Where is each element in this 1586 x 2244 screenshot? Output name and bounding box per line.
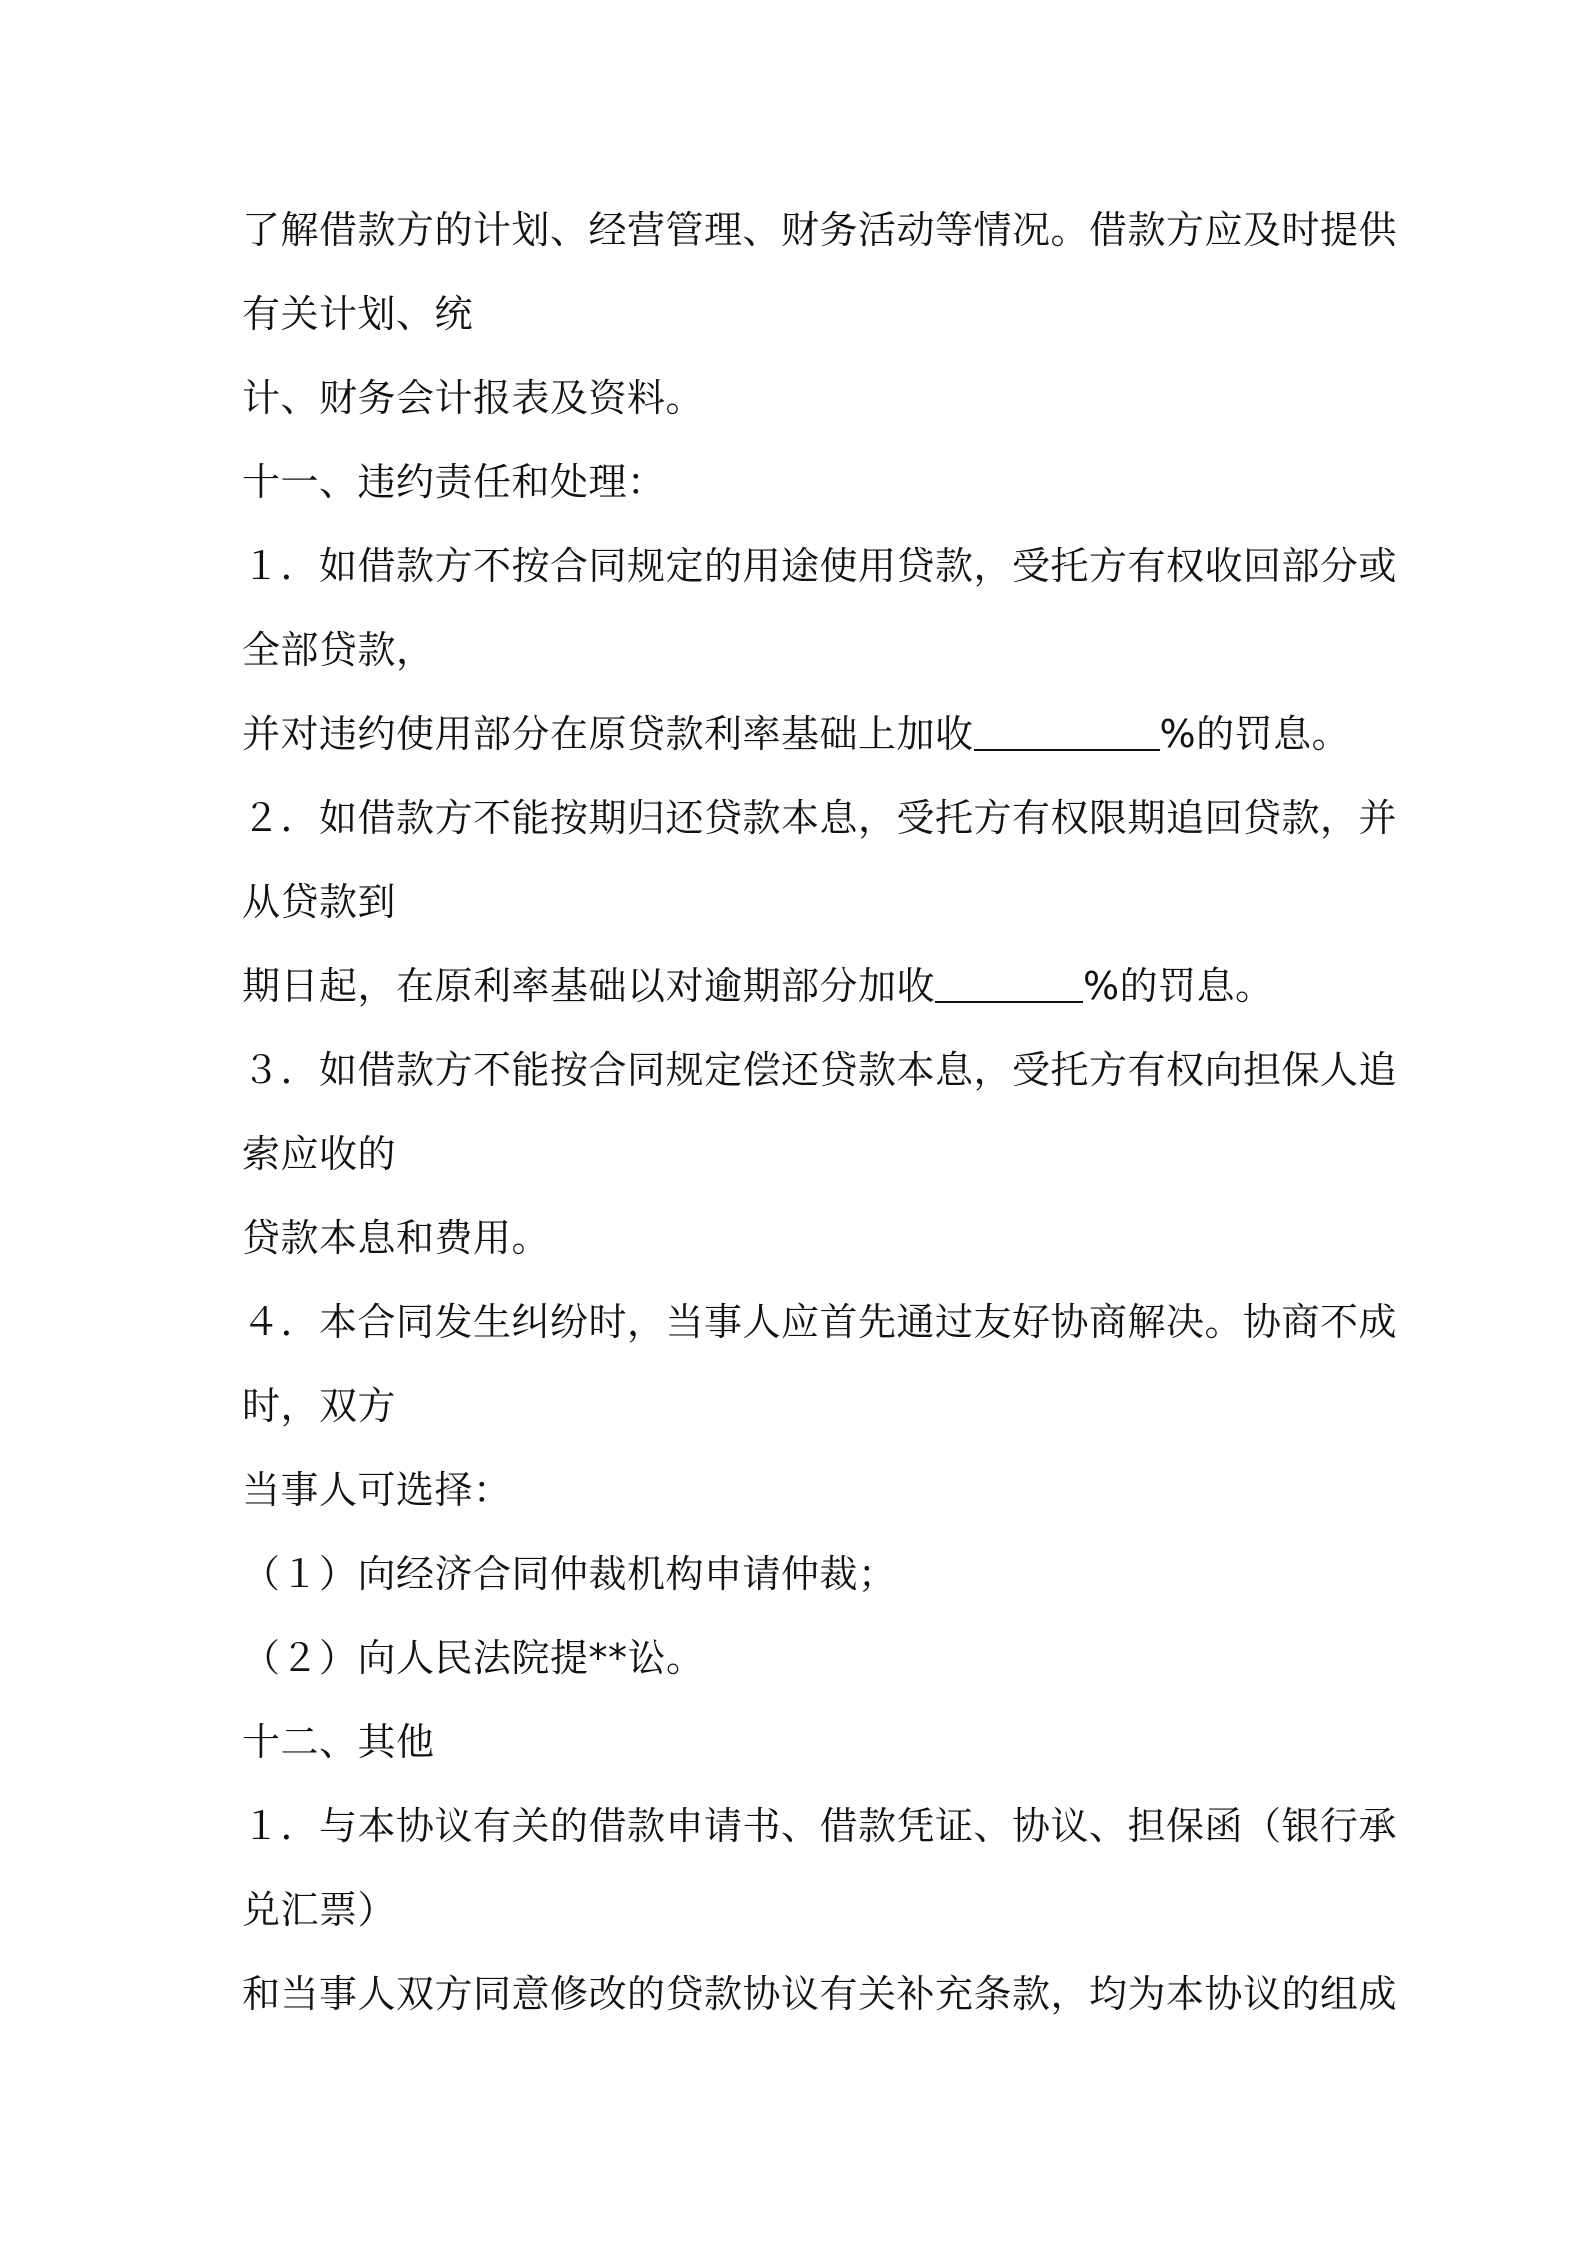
paragraph-line: 贷款本息和费用。 bbox=[242, 1216, 551, 1260]
line-text: %的罚息。 bbox=[1159, 712, 1351, 756]
paragraph-line: 了解借款方的计划、经营管理、财务活动等情况。借款方应及时提供 bbox=[242, 208, 1398, 252]
paragraph-line: 和当事人双方同意修改的贷款协议有关补充条款，均为本协议的组成 bbox=[242, 1972, 1398, 2016]
paragraph-line: 全部贷款， bbox=[242, 628, 435, 672]
section-heading-11: 十一、违约责任和处理： bbox=[242, 460, 666, 504]
line-text: %的罚息。 bbox=[1083, 964, 1274, 1008]
fill-in-blank[interactable] bbox=[935, 957, 1083, 1003]
document-body bbox=[242, 198, 1398, 2046]
paragraph-line: 兑汇票） bbox=[242, 1888, 397, 1932]
fill-in-blank[interactable] bbox=[974, 705, 1160, 751]
paragraph-line: ２．如借款方不能按期归还贷款本息，受托方有权限期追回贷款，并 bbox=[242, 796, 1398, 840]
list-item: （２）向人民法院提**讼。 bbox=[242, 1636, 705, 1680]
paragraph-line: １．如借款方不按合同规定的用途使用贷款，受托方有权收回部分或 bbox=[242, 544, 1398, 588]
paragraph-line: 计、财务会计报表及资料。 bbox=[242, 376, 705, 420]
paragraph-line: 有关计划、统 bbox=[242, 292, 474, 336]
paragraph-line: ３．如借款方不能按合同规定偿还贷款本息，受托方有权向担保人追 bbox=[242, 1048, 1398, 1092]
paragraph-line-with-blank bbox=[242, 954, 1362, 1038]
paragraph-line: １．与本协议有关的借款申请书、借款凭证、协议、担保函（银行承 bbox=[242, 1804, 1398, 1848]
paragraph-line: 索应收的 bbox=[242, 1132, 397, 1176]
paragraph-line: 当事人可选择： bbox=[242, 1468, 512, 1512]
line-text: 并对违约使用部分在原贷款利率基础上加收 bbox=[242, 712, 974, 756]
line-text: 期日起，在原利率基础以对逾期部分加收 bbox=[242, 964, 936, 1008]
paragraph-line-with-blank bbox=[242, 702, 1362, 786]
paragraph-line: 从贷款到 bbox=[242, 880, 397, 924]
section-heading-12: 十二、其他 bbox=[242, 1720, 435, 1764]
paragraph-line: ４．本合同发生纠纷时，当事人应首先通过友好协商解决。协商不成 bbox=[242, 1300, 1398, 1344]
list-item: （１）向经济合同仲裁机构申请仲裁； bbox=[242, 1552, 897, 1596]
paragraph-line: 时，双方 bbox=[242, 1384, 397, 1428]
